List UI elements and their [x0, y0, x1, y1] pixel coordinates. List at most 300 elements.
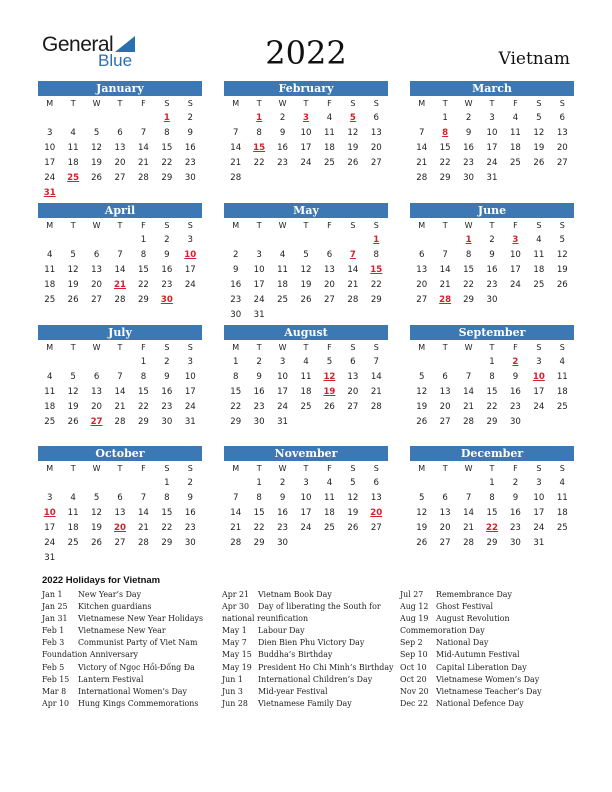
weekday-label: F	[513, 221, 518, 230]
day-cell: 7	[442, 250, 448, 260]
holiday-day-cell: 10	[184, 250, 197, 260]
holiday-day-cell: 1	[256, 113, 263, 123]
holiday-date: Aug 12	[400, 602, 429, 612]
weekday-label: F	[327, 99, 332, 108]
day-cell: 21	[463, 523, 475, 533]
day-cell: 7	[373, 357, 380, 367]
empty-day-cell	[224, 476, 247, 491]
day-cell: 26	[347, 158, 359, 168]
day-cell: 14	[416, 143, 428, 153]
day-cell: 31	[277, 417, 289, 427]
day-cell: 16	[161, 265, 173, 275]
holiday-date: Jan 31	[42, 614, 68, 624]
brand-blue-text: Blue	[98, 51, 133, 70]
day-cell: 27	[347, 402, 359, 412]
holiday-name: Capital Liberation Day	[436, 662, 527, 672]
weekday-label: S	[536, 343, 542, 352]
day-cell: 16	[277, 143, 289, 153]
day-cell: 26	[91, 173, 103, 183]
holiday-name: Ghost Festival	[436, 602, 494, 612]
empty-day-cell	[132, 111, 155, 126]
day-cell: 25	[277, 295, 289, 305]
day-cell: 6	[373, 113, 380, 123]
holiday-day-cell: 7	[349, 250, 356, 260]
month-header: May	[224, 203, 388, 218]
month-may	[224, 203, 388, 323]
day-cell: 8	[489, 372, 495, 382]
weekday-label: S	[536, 221, 542, 230]
day-cell: 8	[489, 493, 495, 503]
day-cell: 30	[161, 417, 173, 427]
weekday-label: S	[373, 99, 379, 108]
day-cell: 21	[370, 387, 382, 397]
day-cell: 30	[463, 173, 475, 183]
weekday-label: M	[46, 99, 54, 108]
day-cell: 21	[137, 158, 149, 168]
day-cell: 6	[93, 250, 100, 260]
holiday-date: May 15	[222, 650, 252, 660]
day-cell: 5	[536, 113, 542, 123]
day-cell: 10	[44, 143, 56, 153]
day-cell: 24	[533, 523, 545, 533]
day-cell: 18	[533, 265, 545, 275]
empty-day-cell	[433, 476, 456, 491]
day-cell: 9	[279, 128, 286, 138]
day-cell: 11	[44, 265, 56, 275]
month-april	[38, 203, 202, 308]
day-cell: 24	[44, 538, 56, 548]
day-cell: 18	[67, 158, 79, 168]
holiday-date: Feb 15	[42, 674, 70, 684]
day-cell: 8	[256, 493, 262, 503]
day-cell: 26	[533, 158, 545, 168]
day-cell: 27	[556, 158, 568, 168]
day-cell: 3	[187, 235, 194, 245]
day-cell: 18	[556, 508, 568, 518]
day-cell: 12	[91, 143, 103, 153]
day-cell: 22	[137, 402, 149, 412]
weekday-label: W	[464, 343, 473, 352]
month-september	[410, 325, 574, 430]
holiday-row	[222, 589, 400, 601]
weekday-label: T	[442, 221, 448, 230]
day-cell: 9	[232, 265, 239, 275]
weekday-label: T	[303, 221, 309, 230]
day-cell: 18	[509, 143, 521, 153]
day-cell: 5	[559, 235, 566, 245]
day-cell: 18	[67, 523, 79, 533]
day-cell: 6	[117, 493, 123, 503]
holiday-date: Oct 20	[400, 674, 427, 684]
day-cell: 12	[556, 250, 568, 260]
holiday-date: Nov 20	[400, 686, 429, 696]
day-cell: 29	[137, 295, 149, 305]
day-cell: 20	[416, 280, 428, 290]
day-cell: 29	[137, 417, 149, 427]
day-cell: 5	[70, 250, 76, 260]
day-cell: 14	[347, 265, 359, 275]
day-cell: 26	[416, 417, 428, 427]
day-cell: 6	[442, 493, 448, 503]
day-cell: 6	[117, 128, 123, 138]
holiday-name: Vietnamese Teacher’s Day	[436, 686, 542, 696]
holiday-row	[222, 625, 400, 637]
day-cell: 3	[536, 357, 542, 367]
holiday-day-cell: 22	[486, 523, 498, 533]
day-cell: 31	[44, 553, 56, 563]
day-grid	[224, 96, 388, 186]
day-cell: 16	[277, 508, 289, 518]
day-cell: 9	[164, 250, 170, 260]
holiday-day-cell: 28	[439, 295, 452, 305]
day-cell: 4	[559, 357, 566, 367]
day-cell: 2	[256, 357, 262, 367]
day-grid	[38, 461, 202, 566]
holiday-date: Oct 10	[400, 662, 427, 672]
empty-day-cell	[108, 111, 131, 126]
day-grid	[410, 461, 574, 551]
weekday-label: S	[164, 221, 170, 230]
holidays-title: 2022 Holidays for Vietnam	[42, 575, 161, 586]
day-cell: 4	[326, 113, 333, 123]
day-cell: 22	[486, 402, 498, 412]
weekday-label: M	[232, 99, 240, 108]
holiday-name: Dien Bien Phu Victory Day	[258, 638, 365, 648]
weekday-label: S	[350, 99, 356, 108]
holidays-list	[42, 589, 582, 729]
weekday-label: T	[303, 464, 309, 473]
holiday-day-cell: 20	[114, 523, 126, 533]
day-cell: 14	[230, 143, 242, 153]
weekday-label: S	[164, 343, 170, 352]
month-header: January	[38, 81, 202, 96]
weekday-label: W	[92, 464, 101, 473]
country-name: Vietnam	[498, 49, 570, 69]
day-cell: 22	[161, 523, 173, 533]
empty-day-cell	[224, 111, 247, 126]
day-cell: 4	[46, 372, 53, 382]
holiday-date: Feb 5	[42, 662, 65, 672]
day-cell: 12	[533, 128, 545, 138]
holiday-day-cell: 19	[323, 387, 336, 397]
holiday-day-cell: 2	[512, 357, 519, 367]
day-cell: 15	[137, 265, 149, 275]
day-cell: 9	[465, 128, 472, 138]
day-cell: 18	[277, 280, 289, 290]
day-cell: 23	[486, 280, 498, 290]
day-cell: 19	[416, 402, 428, 412]
holiday-day-cell: 15	[253, 143, 266, 153]
day-cell: 22	[161, 158, 173, 168]
day-cell: 1	[256, 478, 262, 488]
day-cell: 14	[114, 265, 126, 275]
day-cell: 6	[559, 113, 566, 123]
weekday-label: S	[164, 99, 170, 108]
day-cell: 13	[439, 387, 451, 397]
weekday-label: F	[327, 343, 332, 352]
day-cell: 28	[137, 173, 149, 183]
weekday-label: T	[442, 99, 448, 108]
empty-day-cell	[38, 355, 61, 370]
day-cell: 18	[323, 508, 335, 518]
empty-day-cell	[61, 233, 84, 248]
day-cell: 21	[230, 523, 242, 533]
day-cell: 25	[556, 402, 568, 412]
weekday-label: S	[187, 464, 193, 473]
holiday-date: Sep 2	[400, 638, 423, 648]
day-cell: 6	[418, 250, 425, 260]
month-november	[224, 446, 388, 551]
holiday-row	[42, 589, 220, 601]
holiday-date: Dec 22	[400, 698, 428, 708]
day-cell: 20	[556, 143, 568, 153]
weekday-label: F	[513, 464, 518, 473]
day-cell: 23	[277, 158, 289, 168]
day-cell: 16	[509, 387, 521, 397]
empty-day-cell	[341, 233, 364, 248]
holiday-name: Vietnamese New Year	[78, 626, 166, 636]
day-cell: 30	[230, 310, 242, 320]
day-cell: 13	[416, 265, 428, 275]
weekday-label: T	[256, 221, 262, 230]
day-cell: 4	[559, 478, 566, 488]
day-cell: 22	[137, 280, 149, 290]
day-cell: 12	[416, 387, 428, 397]
day-cell: 30	[184, 538, 196, 548]
day-cell: 22	[230, 402, 242, 412]
day-cell: 31	[486, 173, 498, 183]
day-cell: 22	[439, 158, 451, 168]
empty-day-cell	[132, 476, 155, 491]
day-cell: 12	[67, 265, 79, 275]
weekday-label: T	[256, 99, 262, 108]
holiday-day-cell: 15	[370, 265, 383, 275]
holiday-name: Communist Party of Viet Nam	[78, 638, 198, 648]
holiday-name: August Revolution	[436, 614, 510, 624]
day-cell: 22	[253, 523, 265, 533]
day-cell: 31	[184, 417, 196, 427]
day-cell: 7	[117, 250, 123, 260]
day-cell: 1	[140, 357, 147, 367]
day-cell: 20	[114, 158, 126, 168]
day-cell: 7	[140, 493, 147, 503]
day-cell: 27	[439, 417, 451, 427]
day-cell: 27	[370, 158, 382, 168]
weekday-label: S	[350, 221, 356, 230]
day-cell: 1	[164, 478, 170, 488]
day-cell: 29	[370, 295, 382, 305]
day-cell: 2	[164, 357, 170, 367]
weekday-label: T	[70, 343, 76, 352]
day-cell: 20	[91, 280, 103, 290]
weekday-label: M	[232, 221, 240, 230]
day-cell: 11	[533, 250, 545, 260]
holiday-day-cell: 30	[160, 295, 173, 305]
day-cell: 26	[556, 280, 568, 290]
weekday-label: M	[418, 99, 426, 108]
day-cell: 6	[373, 478, 380, 488]
day-cell: 4	[70, 128, 76, 138]
day-cell: 2	[187, 113, 194, 123]
day-cell: 15	[161, 508, 173, 518]
day-cell: 14	[137, 143, 149, 153]
day-cell: 17	[277, 387, 289, 397]
holiday-row	[42, 674, 220, 686]
day-cell: 17	[44, 158, 56, 168]
day-cell: 14	[114, 387, 126, 397]
day-cell: 25	[556, 523, 568, 533]
holiday-name: Mid-year Festival	[258, 686, 328, 696]
day-cell: 23	[509, 402, 521, 412]
empty-day-cell	[433, 233, 456, 248]
holiday-name: International Children’s Day	[258, 674, 373, 684]
day-grid	[410, 340, 574, 430]
holiday-name: Mid-Autumn Festival	[436, 650, 520, 660]
day-cell: 24	[277, 402, 289, 412]
day-cell: 5	[93, 128, 100, 138]
day-cell: 17	[184, 265, 196, 275]
day-cell: 3	[256, 250, 262, 260]
weekday-label: S	[559, 343, 565, 352]
day-cell: 28	[347, 295, 359, 305]
weekday-label: M	[232, 464, 240, 473]
day-cell: 15	[439, 143, 451, 153]
day-cell: 5	[93, 493, 100, 503]
day-cell: 7	[232, 493, 239, 503]
day-cell: 26	[347, 523, 359, 533]
day-cell: 5	[418, 493, 425, 503]
day-cell: 3	[46, 128, 53, 138]
day-cell: 3	[489, 113, 495, 123]
day-grid	[38, 96, 202, 201]
holiday-day-cell: 1	[373, 235, 380, 245]
holiday-date: May 19	[222, 662, 252, 672]
day-cell: 29	[253, 538, 265, 548]
day-cell: 27	[416, 295, 428, 305]
weekday-label: W	[278, 221, 287, 230]
weekday-label: W	[278, 343, 287, 352]
weekday-label: M	[418, 343, 426, 352]
day-cell: 2	[489, 235, 495, 245]
day-cell: 24	[533, 402, 545, 412]
weekday-label: T	[117, 464, 123, 473]
month-october	[38, 446, 202, 566]
day-cell: 13	[323, 265, 335, 275]
day-cell: 26	[67, 295, 79, 305]
day-cell: 7	[117, 372, 123, 382]
weekday-label: T	[70, 464, 76, 473]
day-cell: 25	[300, 402, 312, 412]
holiday-row	[42, 686, 220, 698]
day-cell: 11	[300, 372, 312, 382]
holiday-row	[400, 649, 578, 661]
day-cell: 18	[300, 387, 312, 397]
day-cell: 6	[93, 372, 100, 382]
day-cell: 4	[303, 357, 309, 367]
day-cell: 11	[323, 493, 335, 503]
day-cell: 24	[300, 158, 312, 168]
holiday-column	[42, 589, 220, 710]
holiday-name: Vietnamese Family Day	[258, 698, 352, 708]
holiday-day-cell: 1	[163, 113, 170, 123]
day-cell: 27	[323, 295, 335, 305]
day-cell: 17	[486, 143, 498, 153]
weekday-label: F	[513, 343, 518, 352]
day-cell: 18	[44, 402, 56, 412]
day-cell: 17	[533, 387, 545, 397]
holiday-row	[400, 601, 578, 613]
weekday-label: S	[187, 343, 193, 352]
day-cell: 10	[253, 265, 265, 275]
day-cell: 16	[184, 508, 196, 518]
day-cell: 25	[323, 158, 335, 168]
day-cell: 4	[46, 250, 53, 260]
day-cell: 19	[347, 143, 359, 153]
holiday-name: Kitchen guardians	[78, 602, 152, 612]
day-grid	[224, 461, 388, 551]
day-cell: 19	[67, 402, 79, 412]
holiday-date: Apr 30	[222, 602, 250, 612]
holiday-date: Feb 1	[42, 626, 65, 636]
holiday-name: President Ho Chi Minh’s Birthday	[258, 662, 394, 672]
day-cell: 2	[279, 113, 286, 123]
day-cell: 26	[416, 538, 428, 548]
day-cell: 10	[300, 493, 312, 503]
holiday-day-cell: 1	[465, 235, 472, 245]
weekday-label: T	[489, 99, 495, 108]
day-cell: 15	[253, 508, 265, 518]
holiday-date: Jun 1	[222, 674, 243, 684]
day-cell: 1	[489, 478, 495, 488]
day-cell: 22	[370, 280, 382, 290]
day-cell: 28	[230, 173, 242, 183]
day-cell: 14	[370, 372, 382, 382]
holiday-row	[400, 637, 578, 649]
day-cell: 14	[230, 508, 242, 518]
day-cell: 30	[509, 538, 521, 548]
holiday-day-cell: 27	[90, 417, 103, 427]
day-cell: 21	[439, 280, 451, 290]
day-cell: 23	[509, 523, 521, 533]
weekday-label: F	[141, 464, 146, 473]
holiday-day-cell: 3	[512, 235, 519, 245]
day-cell: 13	[114, 143, 126, 153]
day-cell: 11	[67, 508, 79, 518]
day-grid	[410, 96, 574, 186]
holiday-day-cell: 8	[442, 128, 449, 138]
day-cell: 10	[184, 372, 196, 382]
holiday-date: Apr 21	[222, 590, 250, 599]
day-cell: 28	[463, 538, 475, 548]
day-cell: 7	[418, 128, 425, 138]
empty-day-cell	[271, 233, 294, 248]
weekday-label: W	[464, 99, 473, 108]
day-cell: 21	[137, 523, 149, 533]
holiday-name: Vietnamese New Year Holidays	[78, 614, 204, 624]
holiday-row	[400, 662, 578, 674]
day-cell: 1	[442, 113, 448, 123]
day-cell: 15	[161, 143, 173, 153]
holiday-day-cell: 12	[323, 372, 336, 382]
day-cell: 5	[418, 372, 425, 382]
day-cell: 19	[556, 265, 568, 275]
holiday-day-cell: 5	[349, 113, 356, 123]
day-cell: 28	[137, 538, 149, 548]
day-cell: 12	[67, 387, 79, 397]
day-cell: 28	[230, 538, 242, 548]
day-cell: 3	[187, 357, 194, 367]
day-cell: 9	[256, 372, 262, 382]
